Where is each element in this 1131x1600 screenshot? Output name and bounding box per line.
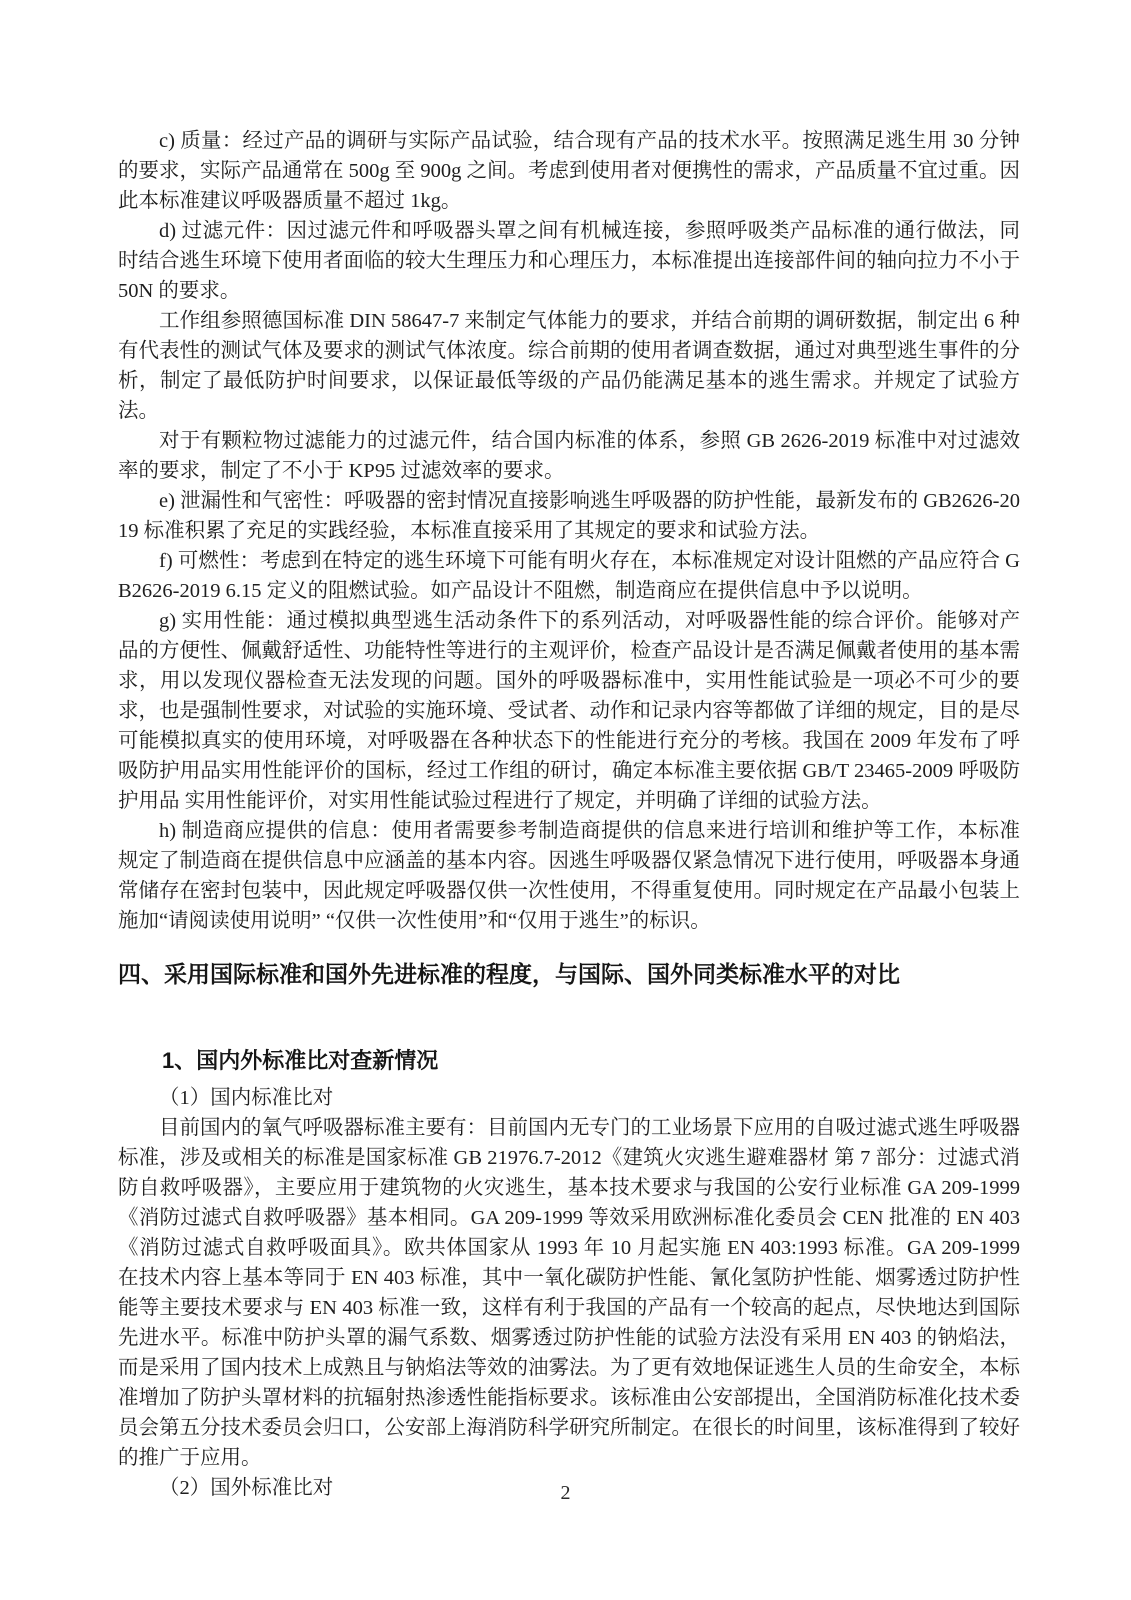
paragraph-particle-filter: 对于有颗粒物过滤能力的过滤元件，结合国内标准的体系，参照 GB 2626-2019 标准中对过滤效率的要求，制定了不小于 KP95 过滤效率的要求。	[118, 430, 1020, 482]
paragraph-domestic-standards-comparison: 目前国内的氧气呼吸器标准主要有：目前国内无专门的工业场景下应用的自吸过滤式逃生呼吸器标准，涉及或相关的标准是国家标准 GB 21976.7-2012《建筑火灾逃生避难器材 第 7 部分：过滤式消防自救呼吸器》，主要应用于建筑物的火灾逃生，基本技术要求与我国的公安行业标准 GA 209-1999《消防过滤式自救呼吸器》基本相同。GA 209-1999 等效采用欧洲标准化委员会 CEN 批准的 EN 403《消防过滤式自救呼吸面具》。欧共体国家从 1993 年 10 月起实施 EN 403:1993 标准。GA 209-1999 在技术内容上基本等同于 EN 403 标准，其中一氧化碳防护性能、氰化氢防护性能、烟雾透过防护性能等主要技术要求与 EN 403 标准一致，这样有利于我国的产品有一个较高的起点，尽快地达到国际先进水平。标准中防护头罩的漏气系数、烟雾透过防护性能的试验方法没有采用 EN 403 的钠焰法，而是采用了国内技术上成熟且与钠焰法等效的油雾法。为了更有效地保证逃生人员的生命安全，本标准增加了防护头罩材料的抗辐射热渗透性能指标要求。该标准由公安部提出，全国消防标准化技术委员会第五分技术委员会归口，公安部上海消防科学研究所制定。在很长的时间里，该标准得到了较好的推广于应用。	[118, 1117, 1020, 1469]
section-heading: 四、采用国际标准和国外先进标准的程度，与国际、国外同类标准水平的对比	[118, 961, 900, 987]
page-body	[118, 126, 1020, 1503]
paragraph-gas-capability: 工作组参照德国标准 DIN 58647-7 来制定气体能力的要求，并结合前期的调研数据，制定出 6 种有代表性的测试气体及要求的测试气体浓度。综合前期的使用者调查数据，通过对典型逃生事件的分析，制定了最低防护时间要求，以保证最低等级的产品仍能满足基本的逃生需求。并规定了试验方法。	[118, 310, 1020, 422]
page-footer	[0, 1478, 1131, 1508]
paragraph-item-c-quality: c) 质量：经过产品的调研与实际产品试验，结合现有产品的技术水平。按照满足逃生用 30 分钟的要求，实际产品通常在 500g 至 900g 之间。考虑到使用者对便携性的需求，产品质量不宜过重。因此本标准建议呼吸器质量不超过 1kg。	[118, 130, 1020, 212]
page-number: 2	[560, 1482, 571, 1504]
subsection-heading: 1、国内外标准比对查新情况	[162, 1048, 439, 1073]
list-item-domestic-comparison-label: （1）国内标准比对	[159, 1087, 334, 1109]
paragraph-item-e-leakage: e) 泄漏性和气密性：呼吸器的密封情况直接影响逃生呼吸器的防护性能，最新发布的 GB2626-2019 标准积累了充足的实践经验，本标准直接采用了其规定的要求和试验方法。	[118, 490, 1020, 542]
paragraph-item-g-practical-performance: g) 实用性能：通过模拟典型逃生活动条件下的系列活动，对呼吸器性能的综合评价。能够对产品的方便性、佩戴舒适性、功能特性等进行的主观评价，检查产品设计是否满足佩戴者使用的基本需求，用以发现仪器检查无法发现的问题。国外的呼吸器标准中，实用性能试验是一项必不可少的要求，也是强制性要求，对试验的实施环境、受试者、动作和记录内容等都做了详细的规定，目的是尽可能模拟真实的使用环境，对呼吸器在各种状态下的性能进行充分的考核。我国在 2009 年发布了呼吸防护用品实用性能评价的国标，经过工作组的研讨，确定本标准主要依据 GB/T 23465-2009 呼吸防护用品 实用性能评价，对实用性能试验过程进行了规定，并明确了详细的试验方法。	[118, 610, 1020, 812]
paragraph-item-d-filter-element: d) 过滤元件：因过滤元件和呼吸器头罩之间有机械连接，参照呼吸类产品标准的通行做法，同时结合逃生环境下使用者面临的较大生理压力和心理压力，本标准提出连接部件间的轴向拉力不小于 50N 的要求。	[118, 220, 1020, 302]
paragraph-item-f-flammability: f) 可燃性：考虑到在特定的逃生环境下可能有明火存在，本标准规定对设计阻燃的产品应符合 GB2626-2019 6.15 定义的阻燃试验。如产品设计不阻燃，制造商应在提供信息中予以说明。	[118, 550, 1020, 602]
list-item-foreign-comparison-label: （2）国外标准比对	[159, 1477, 334, 1499]
paragraph-item-h-manufacturer-info: h) 制造商应提供的信息：使用者需要参考制造商提供的信息来进行培训和维护等工作，本标准规定了制造商在提供信息中应涵盖的基本内容。因逃生呼吸器仅紧急情况下进行使用，呼吸器本身通常储存在密封包装中，因此规定呼吸器仅供一次性使用，不得重复使用。同时规定在产品最小包装上施加“请阅读使用说明” “仅供一次性使用”和“仅用于逃生”的标识。	[118, 820, 1020, 932]
